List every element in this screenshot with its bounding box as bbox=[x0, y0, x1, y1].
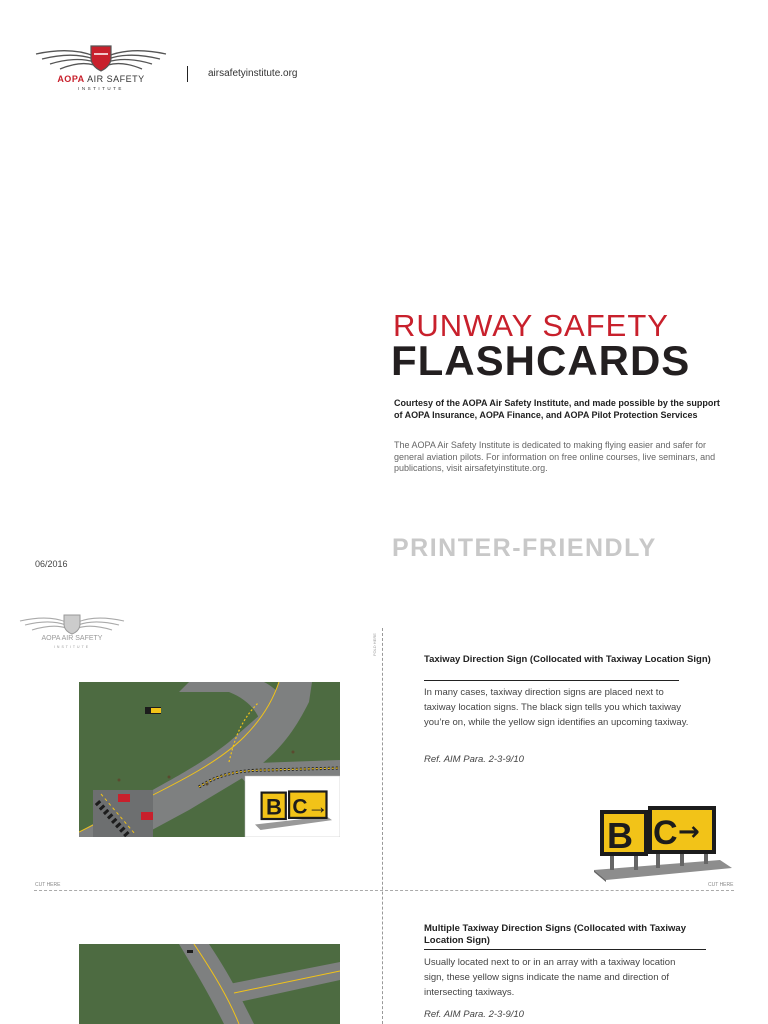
logo-subtext: INSTITUTE bbox=[78, 86, 124, 91]
fold-label: FOLD HERE bbox=[372, 633, 377, 656]
header-divider bbox=[187, 66, 188, 82]
printer-friendly-label: PRINTER-FRIENDLY bbox=[392, 534, 657, 562]
logo-small-aopa: AOPA bbox=[41, 635, 61, 642]
card-1-reference: Ref. AIM Para. 2-3-9/10 bbox=[424, 754, 524, 765]
courtesy-text: Courtesy of the AOPA Air Safety Institute, and made possible by the support of AOPA Insurance, AOPA Finance, and AOPA Pilot Protection Services bbox=[394, 398, 720, 420]
cut-label-right: CUT HERE bbox=[708, 882, 734, 888]
card-2-reference: Ref. AIM Para. 2-3-9/10 bbox=[424, 1009, 524, 1020]
sign-location-letter: B bbox=[607, 815, 633, 856]
logo-small-subtext: INSTITUTE bbox=[53, 645, 91, 649]
logo-wordmark-air-safety: AIR SAFETY bbox=[84, 74, 145, 84]
sign-direction-arrow: → bbox=[678, 817, 700, 847]
website-url[interactable]: airsafetyinstitute.org bbox=[208, 68, 298, 79]
title-runway-safety: RUNWAY SAFETY bbox=[393, 308, 669, 343]
logo-wordmark bbox=[34, 74, 168, 84]
taxiway-illustration-2 bbox=[79, 944, 340, 1024]
institute-description: The AOPA Air Safety Institute is dedicated to making flying easier and safer for general aviation pilots. For information on free online courses, live seminars, and publications, visit airsafetyinstitute.org. bbox=[394, 440, 716, 473]
cut-line bbox=[34, 890, 734, 891]
fold-line bbox=[382, 628, 383, 1024]
card-2-title: Multiple Taxiway Direction Signs (Collocated with Taxiway Location Sign) bbox=[424, 923, 687, 946]
publication-date: 06/2016 bbox=[35, 559, 68, 569]
logo-wordmark-aopa: AOPA bbox=[57, 74, 85, 84]
cut-label-left: CUT HERE bbox=[35, 882, 61, 888]
logo-small-wordmark bbox=[18, 635, 126, 642]
sign-direction-letter: C bbox=[653, 814, 678, 852]
taxiway-illustration-1 bbox=[79, 682, 340, 837]
card-1-body: In many cases, taxiway direction signs are placed next to taxiway location signs. The black sign tells you which taxiway you’re on, while the yellow sign identifies an upcoming taxiway. bbox=[424, 687, 689, 728]
title-flashcards: FLASHCARDS bbox=[391, 337, 691, 384]
card-2-body: Usually located next to or in an array with a taxiway location sign, these yellow signs indicate the name and direction of intersecting taxiways. bbox=[424, 957, 676, 998]
card-1-title-rule bbox=[424, 680, 679, 681]
logo-small-air-safety: AIR SAFETY bbox=[60, 635, 103, 642]
svg-text:B: B bbox=[266, 794, 282, 820]
taxiway-sign-illustration bbox=[590, 800, 735, 882]
card-2-title-rule bbox=[424, 949, 706, 950]
svg-text:C→: C→ bbox=[292, 795, 329, 819]
card-1-title: Taxiway Direction Sign (Collocated with Taxiway Location Sign) bbox=[424, 654, 711, 665]
